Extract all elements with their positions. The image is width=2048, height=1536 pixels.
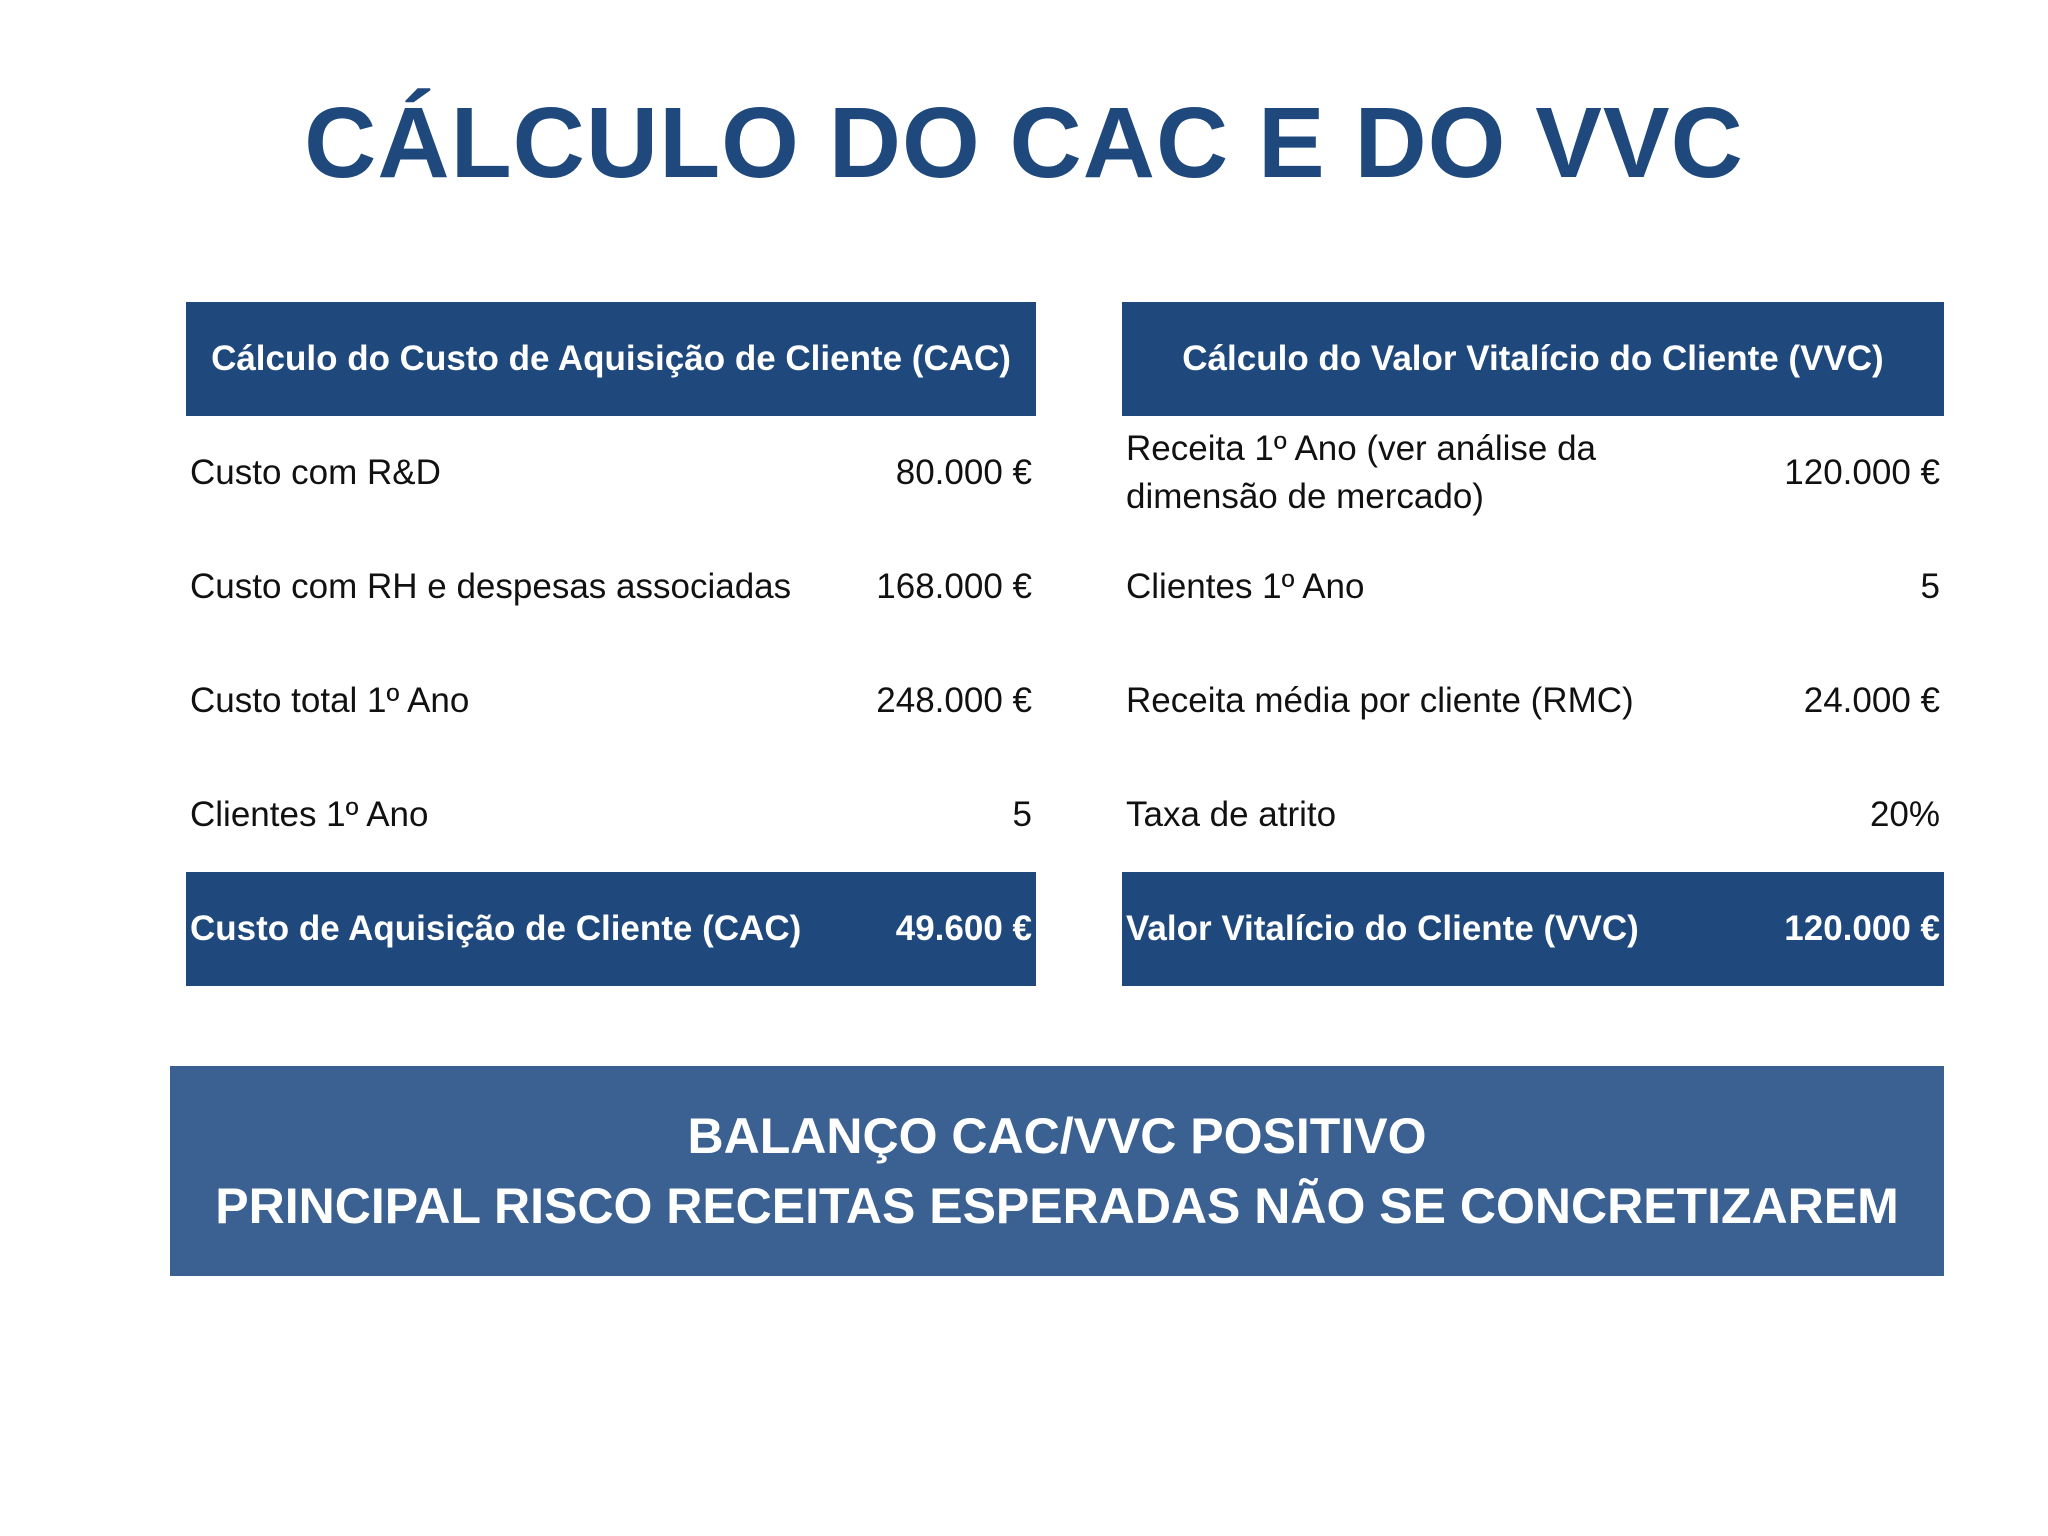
row-value: 248.000 € xyxy=(876,681,1032,720)
page-title: CÁLCULO DO CAC E DO VVC xyxy=(304,87,1744,199)
row-label: Receita 1º Ano (ver análise da dimensão de mercado) xyxy=(1126,429,1597,516)
vvc-table-header: Cálculo do Valor Vitalício do Cliente (VVC) xyxy=(1122,302,1944,416)
cac-table-header: Cálculo do Custo de Aquisição de Cliente (CAC) xyxy=(186,302,1036,416)
row-value: 80.000 € xyxy=(895,453,1032,492)
banner-line-2: PRINCIPAL RISCO RECEITAS ESPERADAS NÃO SE CONCRETIZAREM xyxy=(215,1178,1899,1234)
cac-row-total-cost xyxy=(186,644,1036,758)
row-label: Clientes 1º Ano xyxy=(1126,567,1365,606)
row-value: 5 xyxy=(1012,795,1032,834)
row-label: Custo total 1º Ano xyxy=(190,681,470,720)
row-label: Custo com RH e despesas associadas xyxy=(190,567,792,606)
vvc-row-clients xyxy=(1122,530,1944,644)
total-value: 120.000 € xyxy=(1784,909,1940,948)
row-value: 168.000 € xyxy=(876,567,1032,606)
row-value: 20% xyxy=(1869,795,1940,834)
total-value: 49.600 € xyxy=(895,909,1032,948)
row-value: 5 xyxy=(1920,567,1940,606)
row-label: Receita média por cliente (RMC) xyxy=(1126,681,1634,720)
cac-row-rh xyxy=(186,530,1036,644)
vvc-total-row xyxy=(1122,872,1944,986)
cac-table xyxy=(186,302,1036,986)
vvc-table xyxy=(1122,302,1944,986)
banner-line-1: BALANÇO CAC/VVC POSITIVO xyxy=(687,1108,1427,1164)
vvc-row-avg-revenue xyxy=(1122,644,1944,758)
cac-total-row xyxy=(186,872,1036,986)
row-label: Taxa de atrito xyxy=(1126,795,1337,834)
total-label: Valor Vitalício do Cliente (VVC) xyxy=(1126,909,1639,948)
conclusion-banner xyxy=(170,1066,1944,1276)
row-value: 120.000 € xyxy=(1784,453,1940,492)
row-value: 24.000 € xyxy=(1803,681,1940,720)
row-label: Custo com R&D xyxy=(190,453,441,492)
row-label: Clientes 1º Ano xyxy=(190,795,429,834)
vvc-row-revenue xyxy=(1122,416,1944,530)
cac-row-clients xyxy=(186,758,1036,872)
total-label: Custo de Aquisição de Cliente (CAC) xyxy=(190,909,802,948)
vvc-row-attrition xyxy=(1122,758,1944,872)
cac-row-rd xyxy=(186,416,1036,530)
